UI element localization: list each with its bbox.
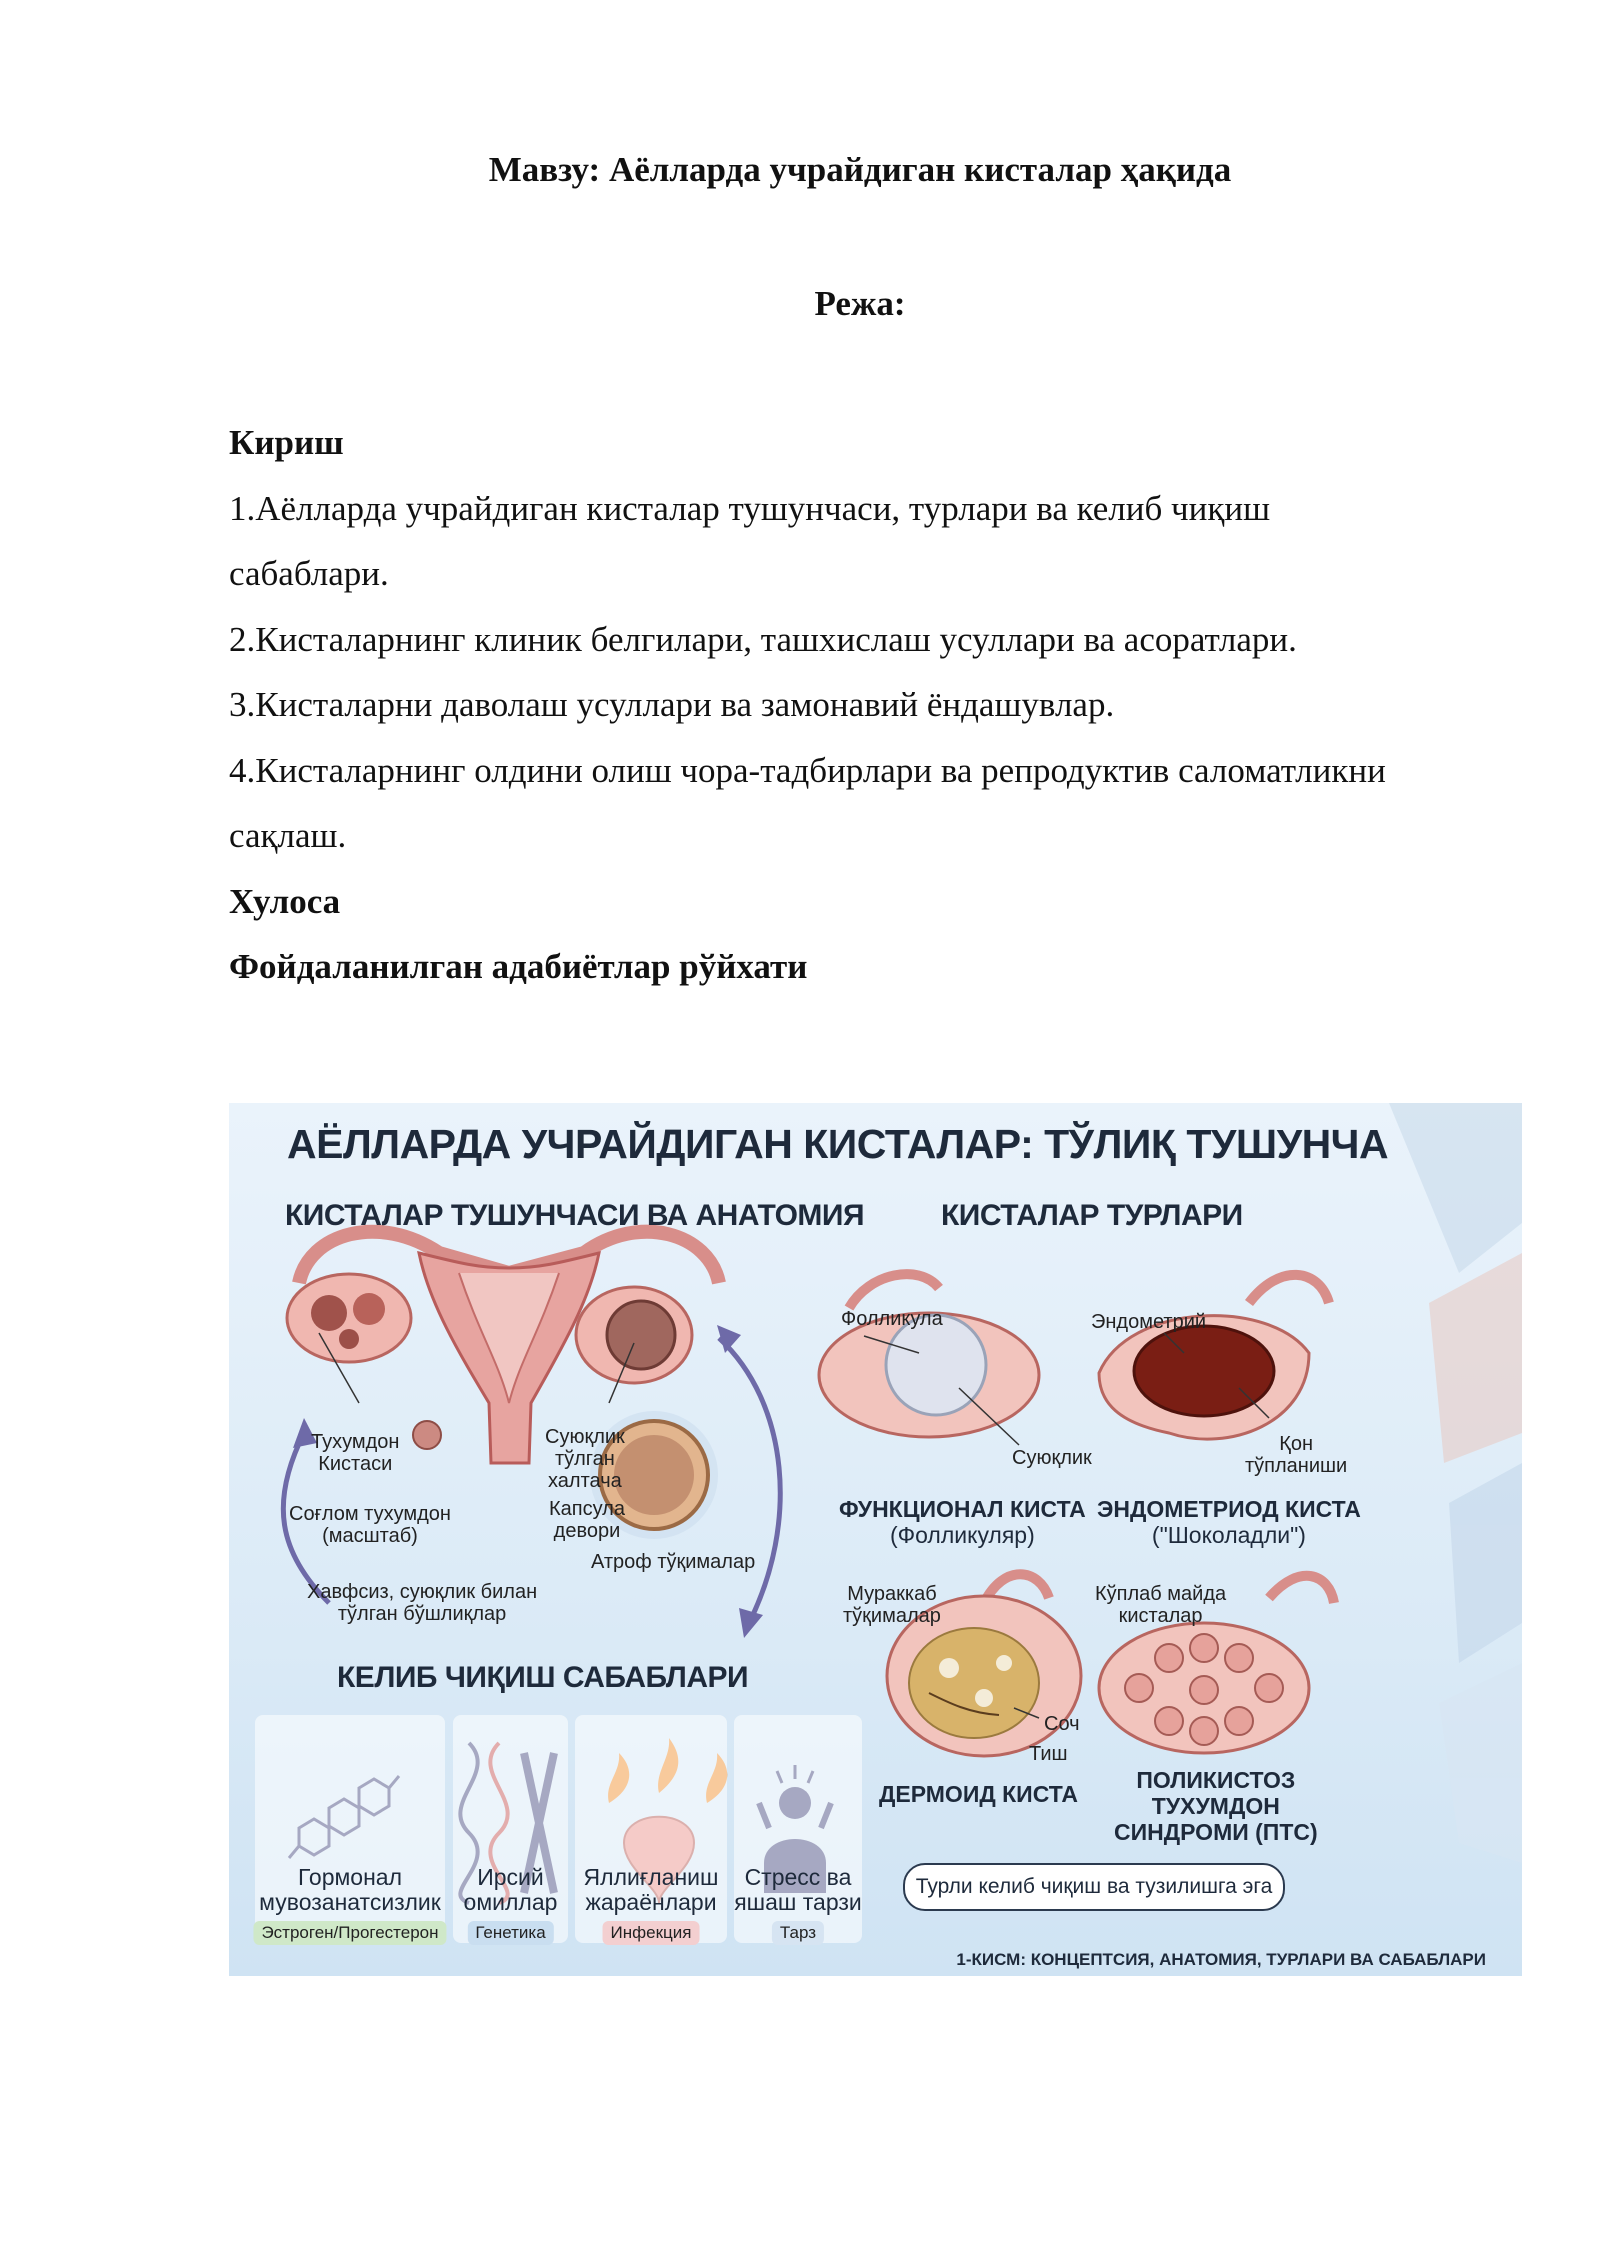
- page-title: Мавзу: Аёлларда учрайдиган кисталар ҳақида: [488, 150, 1232, 189]
- label-surrounding-tissue: Атроф тўқималар: [591, 1551, 756, 1573]
- cause-tag: Эстроген/Прогестерон: [253, 1921, 446, 1945]
- intro-heading: Кириш: [229, 423, 344, 462]
- cause-title: Стресс ва яшаш тарзи: [734, 1864, 862, 1915]
- label-hair: Соч: [1044, 1713, 1080, 1735]
- label-multiple-cysts: Кўплаб майда кисталар: [1095, 1583, 1227, 1627]
- section-types-title: КИСТАЛАР ТУРЛАРИ: [941, 1199, 1243, 1232]
- poster-header: АЁЛЛАРДА УЧРАЙДИГАН КИСТАЛАР: ТЎЛИҚ ТУШУНЧА: [287, 1121, 1389, 1167]
- label-endometrioid-cyst: ЭНДОМЕТРИОД КИСТА ("Шоколадли"): [1097, 1496, 1361, 1548]
- plan-item-4-cont: сақлаш.: [229, 816, 347, 855]
- label-complex-tissue: Мураккаб тўқималар: [843, 1583, 941, 1627]
- conclusion-heading: Хулоса: [229, 881, 341, 921]
- origin-structure-pill: Турли келиб чиқиш ва тузилишга эга: [903, 1863, 1285, 1911]
- label-pcos: ПОЛИКИСТОЗ ТУХУМДОН СИНДРОМИ (ПТС): [1114, 1767, 1318, 1845]
- cause-tag: Тарз: [772, 1921, 824, 1945]
- plan-heading: Режа:: [814, 284, 906, 323]
- label-benign-cavities: Хавфсиз, суюқлик билан тўлган бўшлиқлар: [307, 1581, 538, 1625]
- decorative-photo-panel: [1389, 1103, 1522, 1863]
- label-ovary-cyst: Тухумдон Кистаси: [311, 1431, 400, 1475]
- cause-tag: Генетика: [467, 1921, 553, 1945]
- infographic-poster: [229, 1103, 1522, 1976]
- label-functional-cyst: ФУНКЦИОНАЛ КИСТА (Фолликуляр): [839, 1496, 1086, 1548]
- cause-tag: Инфекция: [603, 1921, 700, 1945]
- endometrioid-cyst-illustration: [1099, 1275, 1329, 1439]
- cause-title: Гормонал мувозанатсизлик: [259, 1864, 441, 1915]
- section-causes-title: КЕЛИБ ЧИҚИШ САБАБЛАРИ: [337, 1661, 749, 1694]
- label-blood-collection: Қон тўпланиши: [1245, 1433, 1348, 1477]
- poster-footer: 1-КИСМ: КОНЦЕПТСИЯ, АНАТОМИЯ, ТУРЛАРИ ВА САБАБЛАРИ: [956, 1950, 1486, 1969]
- cause-title: Ирсий омиллар: [463, 1864, 558, 1915]
- cause-card-genetic: [453, 1715, 568, 1943]
- label-follicle: Фолликула: [841, 1308, 943, 1330]
- label-tooth: Тиш: [1029, 1743, 1068, 1765]
- label-fluid: Суюқлик: [1012, 1447, 1092, 1469]
- cause-title: Яллиғланиш жараёнлари: [583, 1864, 719, 1915]
- functional-cyst-illustration: [819, 1274, 1039, 1445]
- references-heading: Фойдаланилган адабиётлар рўйхати: [229, 947, 808, 986]
- cause-card-stress: [734, 1715, 862, 1943]
- label-fluid-sac: Суюқлик тўлган халтача: [545, 1426, 625, 1492]
- section-anatomy-title: КИСТАЛАР ТУШУНЧАСИ ВА АНАТОМИЯ: [285, 1199, 865, 1232]
- cause-card-inflammation: [575, 1715, 727, 1943]
- label-capsule-wall: Капсула девори: [549, 1498, 625, 1542]
- cause-card-hormonal: [255, 1715, 445, 1943]
- plan-item-1-cont: сабаблари.: [229, 554, 389, 593]
- plan-item-2: 2.Кисталарнинг клиник белгилари, ташхислаш усуллари ва асоратлари.: [229, 619, 1297, 659]
- plan-item-4: 4.Кисталарнинг олдини олиш чора-тадбирлари ва репродуктив саломатликни: [229, 750, 1386, 790]
- plan-item-1: 1.Аёлларда учрайдиган кисталар тушунчаси, турлари ва келиб чиқиш: [229, 488, 1271, 528]
- plan-item-3: 3.Кисталарни даволаш усуллари ва замонавий ёндашувлар.: [229, 685, 1115, 724]
- label-healthy-ovary: Соғлом тухумдон (масштаб): [289, 1503, 451, 1547]
- plan-list: [229, 410, 1529, 1000]
- label-dermoid-cyst: ДЕРМОИД КИСТА: [879, 1781, 1078, 1807]
- label-endometrium: Эндометрий: [1091, 1311, 1207, 1333]
